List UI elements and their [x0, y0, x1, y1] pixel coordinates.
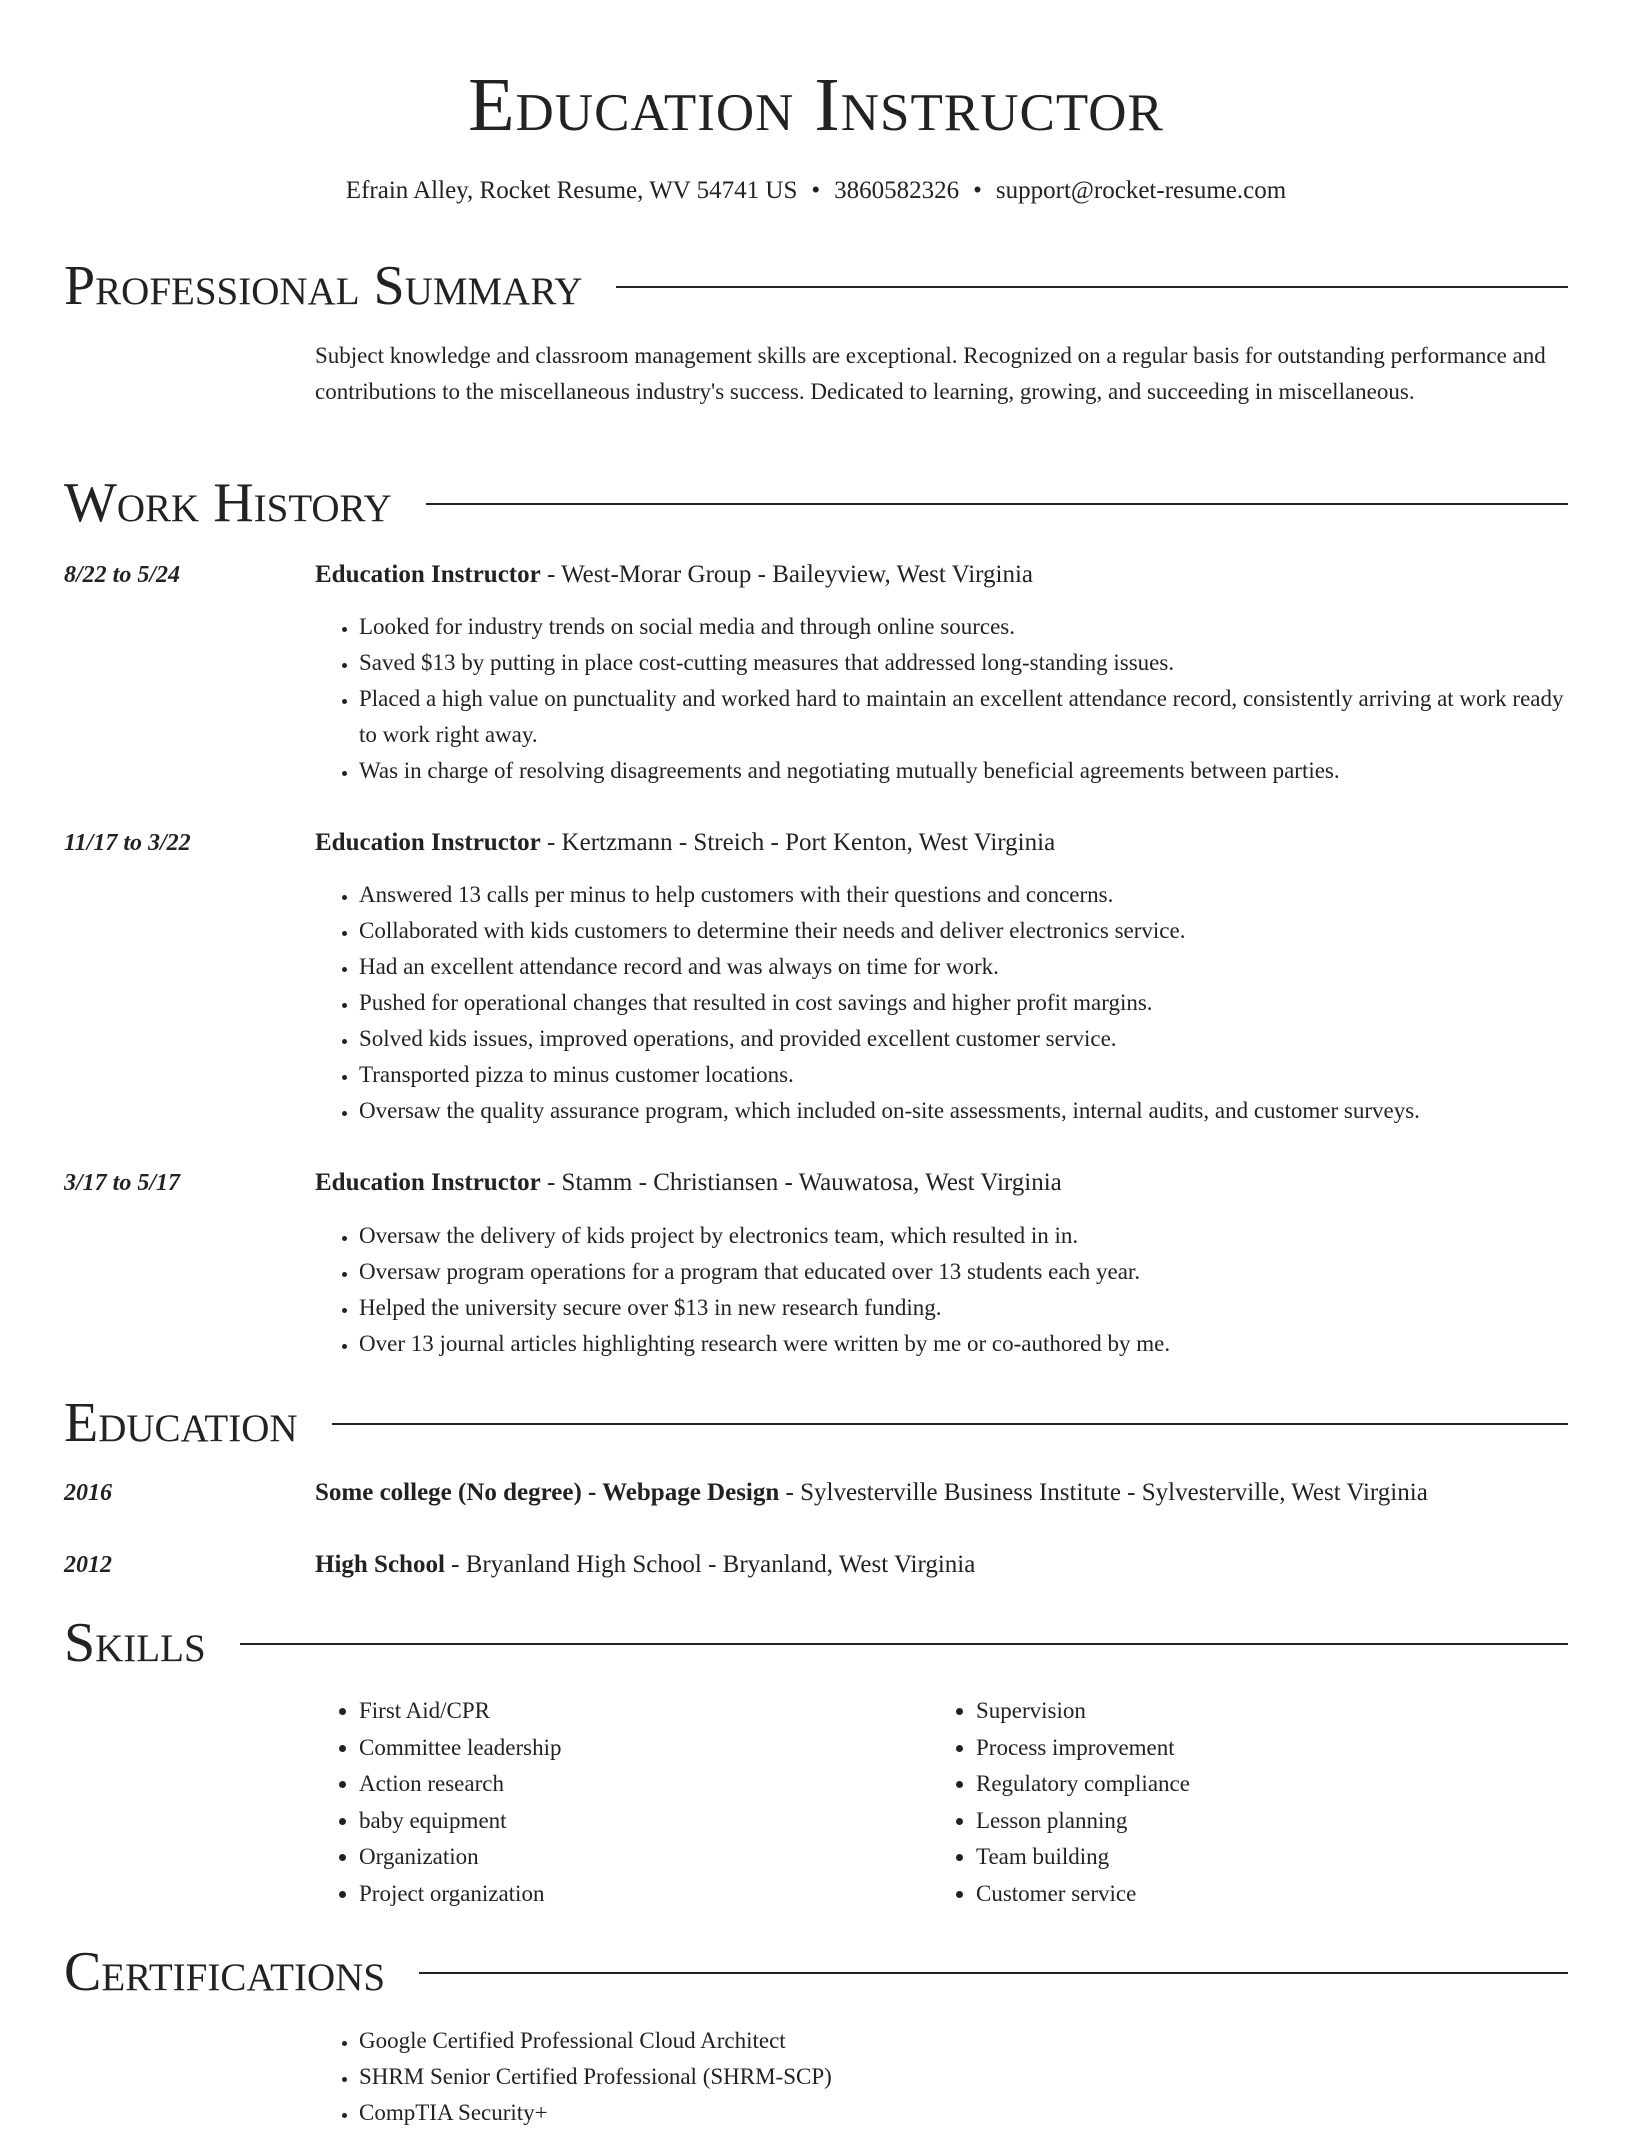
section-divider: [616, 286, 1568, 288]
skill-item: • First Aid/CPR: [359, 1693, 915, 1730]
list-item: • Collaborated with kids customers to determine their needs and deliver electronics service.: [359, 913, 1568, 949]
list-item: • Helped the university secure over $13 in new research funding.: [359, 1290, 1568, 1326]
skill-item: • Action research: [359, 1766, 915, 1803]
skill-item: • Organization: [359, 1839, 915, 1876]
skill-item: • Team building: [976, 1839, 1568, 1876]
list-item: • CompTIA Security+: [359, 2095, 1568, 2131]
job-title-line: [315, 557, 1568, 593]
skill-item: • Supervision: [976, 1693, 1568, 1730]
summary-section-heading: [64, 254, 1568, 318]
skill-item: • Committee leadership: [359, 1730, 915, 1767]
skill-item: • Lesson planning: [976, 1803, 1568, 1840]
contact-phone: 3860582326: [834, 177, 960, 204]
work-section-heading: [64, 471, 1568, 535]
summary-text: Subject knowledge and classroom management skills are exceptional. Recognized on a regular basis for outstanding performance and contributions to the miscellaneous industry's success. Dedicated to learning, growing, and succeeding in miscellaneous.: [315, 343, 1546, 404]
education-details: - Sylvesterville Business Institute - Sylvesterville, West Virginia: [779, 1479, 1428, 1506]
list-item: • Oversaw the quality assurance program, which included on-site assessments, internal audits, and customer surveys.: [359, 1093, 1568, 1129]
list-item: • Saved $13 by putting in place cost-cutting measures that addressed long-standing issues.: [359, 645, 1568, 681]
job-dates: 3/17 to 5/17: [64, 1170, 181, 1196]
list-item: • Placed a high value on punctuality and worked hard to maintain an excellent attendance record, consistently arriving at work ready to work right away.: [359, 681, 1568, 753]
skill-item: • baby equipment: [359, 1803, 915, 1840]
education-entry: [315, 1547, 1568, 1583]
job-role: Education Instructor: [315, 1169, 541, 1196]
list-item: • Google Certified Professional Cloud Architect: [359, 2023, 1568, 2059]
section-divider: [419, 1972, 1568, 1974]
skills-list-left: [315, 1693, 915, 1912]
job-details: - Stamm - Christiansen - Wauwatosa, West Virginia: [540, 1169, 1062, 1196]
education-degree: Some college (No degree) - Webpage Design: [315, 1479, 780, 1506]
job-bullets: [315, 609, 1568, 789]
contact-separator: •: [973, 177, 982, 204]
work-heading: Work History: [64, 472, 392, 534]
summary-heading: Professional Summary: [64, 255, 583, 317]
skill-item: • Project organization: [359, 1876, 915, 1913]
job-title-line: [315, 825, 1568, 861]
section-divider: [332, 1423, 1568, 1425]
list-item: • Oversaw the delivery of kids project by electronics team, which resulted in in.: [359, 1218, 1568, 1254]
job-title-line: [315, 1165, 1568, 1201]
job-bullets: [315, 877, 1568, 1129]
job-details: - West-Morar Group - Baileyview, West Virginia: [540, 561, 1034, 588]
certifications-section-heading: [64, 1940, 1568, 2004]
education-entry: [315, 1475, 1568, 1511]
contact-separator: •: [811, 177, 821, 204]
list-item: • Over 13 journal articles highlighting research were written by me or co-authored by me.: [359, 1326, 1568, 1362]
job-bullets: [315, 1218, 1568, 1362]
skill-item: • Regulatory compliance: [976, 1766, 1568, 1803]
resume-title: Education Instructor: [468, 63, 1164, 147]
contact-address: Efrain Alley, Rocket Resume, WV 54741 US: [345, 177, 798, 204]
list-item: • SHRM Senior Certified Professional (SHRM-SCP): [359, 2059, 1568, 2095]
education-heading: Education: [64, 1392, 298, 1454]
skills-section-heading: [64, 1611, 1568, 1675]
job-role: Education Instructor: [315, 561, 541, 588]
skills-list-right: [932, 1693, 1568, 1912]
list-item: • Solved kids issues, improved operations, and provided excellent customer service.: [359, 1021, 1568, 1057]
skills-heading: Skills: [64, 1612, 206, 1674]
section-divider: [426, 503, 1568, 505]
certifications-heading: Certifications: [64, 1941, 386, 2003]
job-dates: 8/22 to 5/24: [64, 562, 181, 588]
contact-line: [64, 174, 1568, 208]
list-item: • Answered 13 calls per minus to help customers with their questions and concerns.: [359, 877, 1568, 913]
education-year: 2012: [64, 1552, 112, 1578]
skill-item: • Process improvement: [976, 1730, 1568, 1767]
education-degree: High School: [315, 1551, 445, 1578]
job-dates: 11/17 to 3/22: [64, 830, 191, 856]
education-details: - Bryanland High School - Bryanland, West Virginia: [444, 1551, 976, 1578]
list-item: • Had an excellent attendance record and was always on time for work.: [359, 949, 1568, 985]
list-item: • Transported pizza to minus customer locations.: [359, 1057, 1568, 1093]
job-role: Education Instructor: [315, 829, 541, 856]
certifications-list: [315, 2023, 1568, 2131]
list-item: • Was in charge of resolving disagreements and negotiating mutually beneficial agreements between parties.: [359, 753, 1568, 789]
skill-item: • Customer service: [976, 1876, 1568, 1913]
list-item: • Looked for industry trends on social media and through online sources.: [359, 609, 1568, 645]
education-section-heading: [64, 1391, 1568, 1455]
job-details: - Kertzmann - Streich - Port Kenton, West Virginia: [540, 829, 1056, 856]
list-item: • Pushed for operational changes that resulted in cost savings and higher profit margins.: [359, 985, 1568, 1021]
section-divider: [240, 1643, 1568, 1645]
list-item: • Oversaw program operations for a program that educated over 13 students each year.: [359, 1254, 1568, 1290]
contact-email: support@rocket-resume.com: [995, 177, 1287, 204]
education-year: 2016: [64, 1480, 112, 1506]
